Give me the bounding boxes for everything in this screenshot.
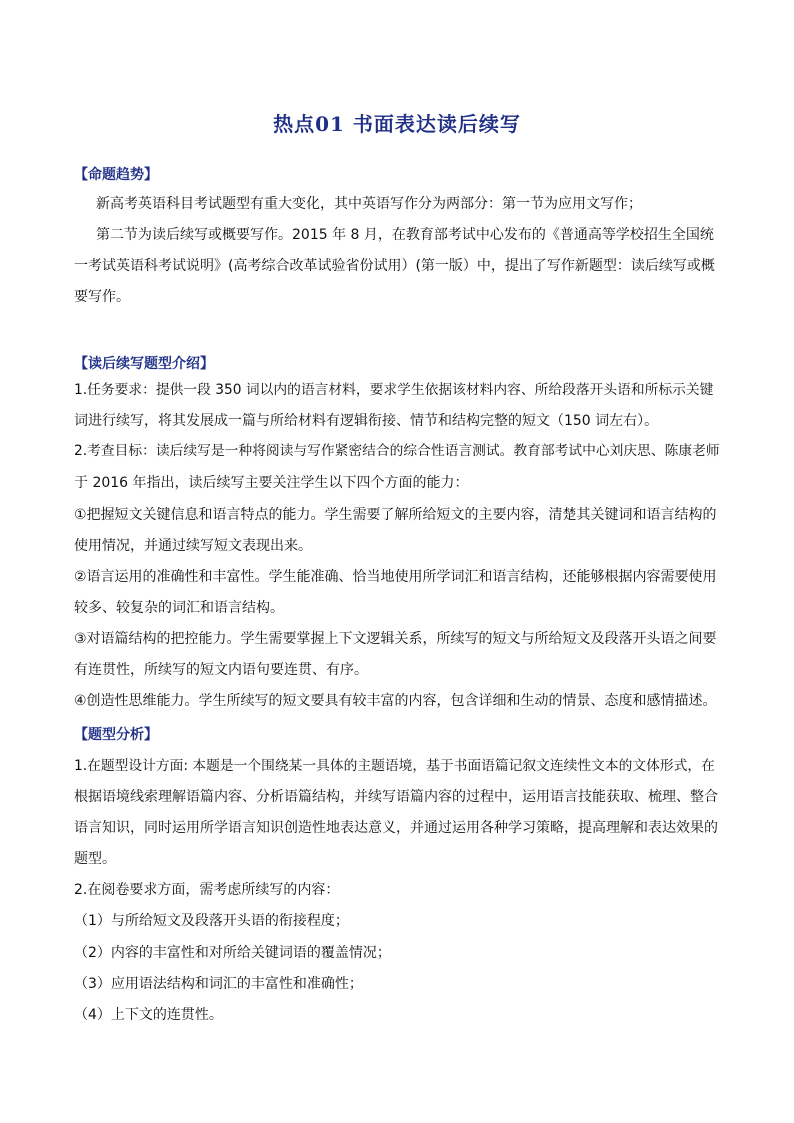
section-heading-analysis: 【题型分析】 (74, 727, 158, 743)
paragraph-line: （4）上下文的连贯性。 (74, 1007, 223, 1023)
paragraph-line: 一考试英语科考试说明》(高考综合改革试验省份试用）(第一版）中，提出了写作新题型：读后续写或概 (74, 258, 715, 274)
paragraph-line: 2.考查目标：读后续写是一种将阅读与写作紧密结合的综合性语言测试。教育部考试中心刘庆思、陈康老师 (74, 443, 720, 459)
paragraph-line: （2）内容的丰富性和对所给关键词语的覆盖情况； (74, 945, 391, 961)
paragraph-line: 较多、较复杂的词汇和语言结构。 (74, 600, 284, 616)
paragraph-line: 1.在题型设计方面: 本题是一个围绕某一具体的主题语境，基于书面语篇记叙文连续性文本的文体形式，在 (74, 758, 715, 774)
page-title: 热点01 书面表达读后续写 (273, 112, 521, 136)
paragraph-line: 第二节为读后续写或概要写作。2015 年 8 月，在教育部考试中心发布的《普通高等学校招生全国统 (96, 227, 714, 243)
section-heading-intro: 【读后续写题型介绍】 (74, 356, 214, 372)
paragraph-line: ②语言运用的准确性和丰富性。学生能准确、恰当地使用所学词汇和语言结构，还能够根据内容需要使用 (74, 569, 717, 585)
paragraph-line: 新高考英语科目考试题型有重大变化，其中英语写作分为两部分：第一节为应用文写作； (96, 196, 642, 212)
paragraph-line: 词进行续写，将其发展成一篇与所给材料有逻辑衔接、情节和结构完整的短文（150 词左右）。 (74, 413, 659, 429)
paragraph-line: 根据语境线索理解语篇内容、分析语篇结构，并续写语篇内容的过程中，运用语言技能获取、梳理、整合 (74, 789, 718, 805)
paragraph-line: 1.任务要求：提供一段 350 词以内的语言材料，要求学生依据该材料内容、所给段落开头语和所标示关键 (74, 382, 714, 398)
paragraph-line: ④创造性思维能力。学生所续写的短文要具有较丰富的内容，包含详细和生动的情景、态度和感情描述。 (74, 693, 717, 709)
paragraph-line: （1）与所给短文及段落开头语的衔接程度； (74, 913, 349, 929)
paragraph-line: 题型。 (74, 851, 116, 867)
paragraph-line: 有连贯性，所续写的短文内语句要连贯、有序。 (74, 662, 368, 678)
paragraph-line: ①把握短文关键信息和语言特点的能力。学生需要了解所给短文的主要内容，清楚其关键词和语言结构的 (74, 507, 717, 523)
paragraph-line: 要写作。 (74, 289, 130, 305)
paragraph-line: 2.在阅卷要求方面，需考虑所续写的内容： (74, 882, 340, 898)
paragraph-line: ③对语篇结构的把控能力。学生需要掌握上下文逻辑关系，所续写的短文与所给短文及段落开头语之间要 (74, 631, 717, 647)
section-heading-trend: 【命题趋势】 (74, 167, 158, 183)
paragraph-line: （3）应用语法结构和词汇的丰富性和准确性； (74, 976, 363, 992)
paragraph-line: 使用情况，并通过续写短文表现出来。 (74, 538, 312, 554)
paragraph-line: 于 2016 年指出，读后续写主要关注学生以下四个方面的能力： (74, 475, 469, 491)
paragraph-line: 语言知识，同时运用所学语言知识创造性地表达意义，并通过运用各种学习策略，提高理解和表达效果的 (74, 820, 718, 836)
